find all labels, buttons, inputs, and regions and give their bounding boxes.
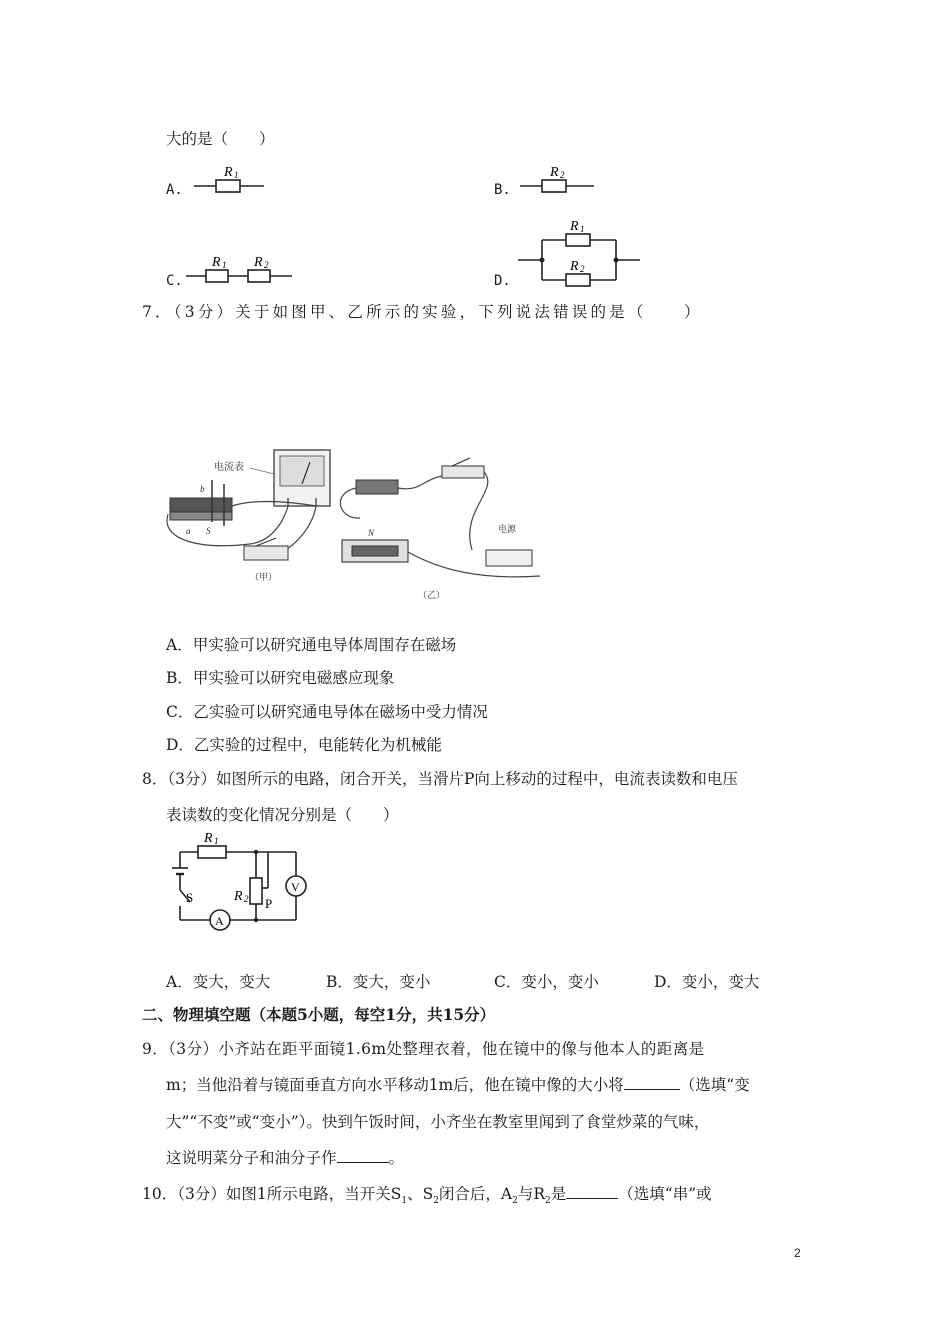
resistor-label: R [254,255,263,270]
q10-s2-sub: 2 [433,1196,439,1207]
ammeter-a-label: A [215,914,224,928]
q6-option-d-diagram [516,214,646,290]
label-a: a [186,526,191,536]
q9-line4-text-b: 。 [388,1149,405,1167]
resistor-label-sub: 2 [580,264,585,274]
q10-line1 [142,1182,712,1206]
q10-text-f: （选填“串”或 [618,1185,712,1203]
r2-label: R [234,889,243,904]
r1-label-sub: 1 [214,836,219,846]
label-jia: （甲） [250,572,278,582]
q10-blank-1[interactable] [566,1184,618,1199]
resistor-label-sub: 1 [222,260,227,270]
resistor-label: R [224,165,233,180]
q6-option-b-diagram [518,160,598,196]
q8-option-a: A．变大，变大 [166,973,271,991]
q10-s1-sub: 1 [401,1196,408,1207]
q10-text-a: 10．（3分）如图1所示电路，当开关S [142,1185,402,1203]
resistor-label: R [570,219,579,234]
q10-text-e: 是 [550,1185,567,1203]
q8-option-c: C．变小，变小 [494,973,599,991]
q9-line1: 9．（3分）小齐站在距平面镜1.6m处整理衣着，他在镜中的像与他本人的距离是 [142,1040,705,1058]
q8-stem-line2: 表读数的变化情况分别是（ ） [166,806,399,824]
resistor-label: R [570,259,579,274]
q9-line4-text-a: 这说明菜分子和油分子作 [166,1149,337,1167]
q6-option-a-diagram [192,160,272,196]
resistor-label-sub: 2 [264,260,269,270]
resistor-label: R [550,165,559,180]
q9-line2-text-a: m；当他沿着与镜面垂直方向水平移动1m后，他在镜中像的大小将 [166,1076,624,1094]
q10-text-b: 、S [407,1185,434,1203]
q6-option-c-diagram [184,250,296,286]
label-power: 电源 [498,524,517,534]
page-number: 2 [794,1246,801,1260]
q8-stem-line1: 8．（3分）如图所示的电路，闭合开关，当滑片P向上移动的过程中，电流表读数和电压 [142,770,738,788]
resistor-label: R [212,255,221,270]
q9-line4 [166,1146,404,1168]
r2-label-sub: 2 [244,894,249,904]
q6-stem-tail: 大的是（ ） [166,130,275,148]
label-yi: （乙） [418,590,446,600]
q9-line2 [166,1073,750,1095]
label-b: b [200,484,205,494]
q10-text-c: 闭合后，A [438,1185,513,1203]
q8-option-d: D．变小，变大 [654,973,760,991]
q10-a2-sub: 2 [512,1196,518,1207]
q6-option-b-label: B. [494,182,511,198]
q10-text-d: 与R [517,1185,546,1203]
resistor-label-sub: 2 [560,170,565,180]
q7-option-d: D．乙实验的过程中，电能转化为机械能 [166,736,442,754]
q7-stem: 7．（3分）关于如图甲、乙所示的实验，下列说法错误的是（ ） [142,303,703,321]
resistor-label-sub: 1 [234,170,239,180]
label-s: S [206,526,211,536]
q7-experiment-figure [160,440,560,605]
section-2-title: 二、物理填空题（本题5小题，每空1分，共15分） [142,1005,496,1024]
voltmeter-v-label: V [291,880,300,894]
label-n: N [368,528,375,538]
p-label: P [265,896,273,911]
q8-option-b: B．变大，变小 [326,973,431,991]
q6-option-d-label: D. [494,273,511,289]
q9-line2-text-b: （选填“变 [679,1076,750,1094]
q10-r2-sub: 2 [545,1196,551,1207]
q9-blank-2[interactable] [624,1075,680,1090]
q9-line3: 大”“不变”或“变小”）。快到午饭时间，小齐坐在教室里闻到了食堂炒菜的气味， [166,1113,710,1131]
q7-option-b: B．甲实验可以研究电磁感应现象 [166,669,395,687]
q9-blank-3[interactable] [337,1148,389,1163]
q7-option-a: A．甲实验可以研究通电导体周围存在磁场 [166,636,457,654]
q6-option-c-label: C. [166,273,183,289]
s-label: S [186,890,194,905]
resistor-label-sub: 1 [580,224,585,234]
ammeter-label: 电流表 [214,462,244,473]
q7-option-c: C．乙实验可以研究通电导体在磁场中受力情况 [166,703,488,721]
q8-circuit-diagram [168,828,314,938]
q6-option-a-label: A. [166,182,183,198]
r1-label: R [204,831,213,846]
